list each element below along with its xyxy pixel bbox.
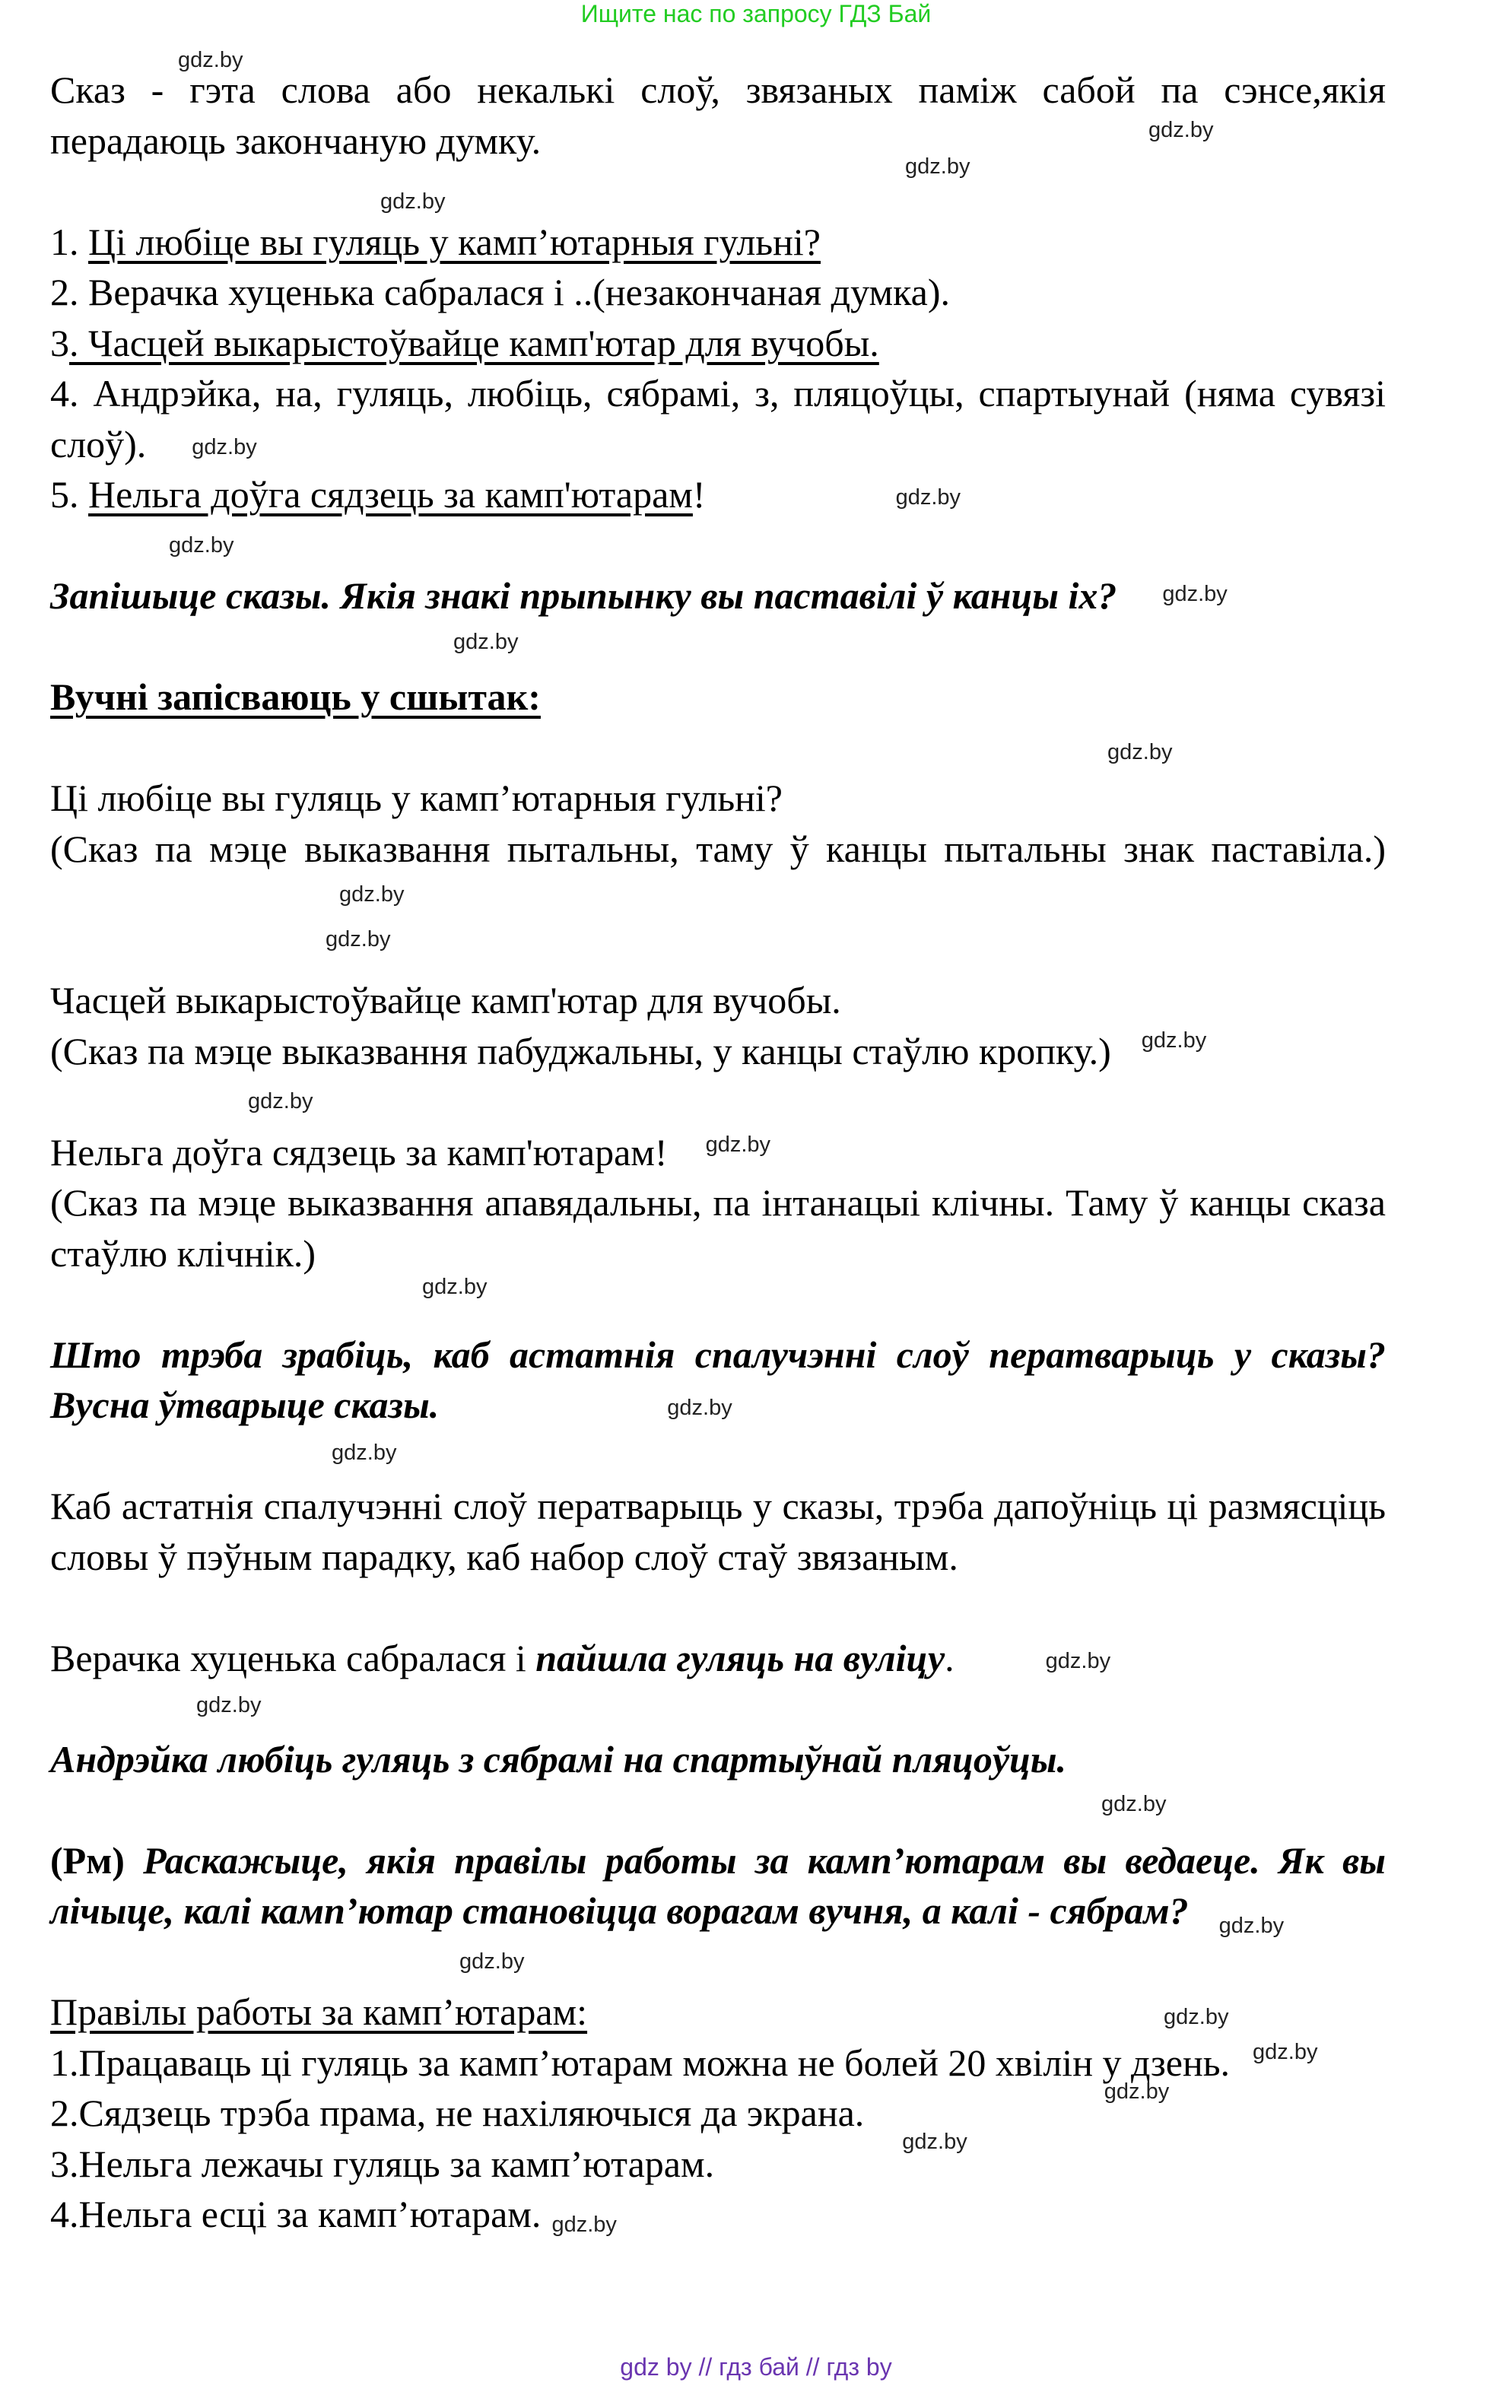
watermark: gdz.by: [1045, 1648, 1111, 1673]
sentence-dot: .: [945, 1636, 955, 1679]
list-item: [50, 318, 1386, 369]
item-text: . Часцей выкарыстоўвайце камп'ютар для вучобы.: [69, 321, 879, 364]
watermark: gdz.by: [667, 1396, 732, 1420]
list-item: [50, 368, 1386, 469]
rules: [50, 1987, 1386, 2240]
watermark: gdz.by: [332, 1440, 397, 1465]
item-end: !: [692, 473, 706, 516]
watermark: gdz.by: [905, 154, 970, 179]
watermark: gdz.by: [1101, 1791, 1167, 1816]
watermark: gdz.by: [1141, 1028, 1207, 1053]
answer-note: (Сказ па мэце выказвання пытальны, таму ў канцы пытальны знак паставіла.): [50, 827, 1386, 870]
watermark: gdz.by: [196, 1693, 262, 1717]
definition-block: [50, 48, 1386, 179]
rule-item: 4.Нельга есці за камп’ютарам.: [50, 2193, 542, 2235]
answer-note-line: [50, 1177, 1386, 1299]
item-text: Ці любіце вы гуляць у камп’ютарныя гульні?: [88, 220, 821, 263]
rule-item-line: [50, 2079, 1386, 2154]
task-2: Што трэба зрабіць, каб астатнія спалучэнні слоў ператварыць у сказы? Вусна ўтварыце сказы.: [50, 1333, 1386, 1426]
watermark: gdz.by: [1164, 2005, 1229, 2029]
task-2-answer: Каб астатнія спалучэнні слоў ператварыць у сказы, трэба дапоўніць ці размясціць словы ў пэўным парадку, каб набор слоў стаў звязаным.: [50, 1485, 1386, 1578]
rule-item-line: [50, 2189, 1386, 2240]
completed-sentence-2: Андрэйка любіць гуляць з сябрамі на спартыўнай пляцоўцы.: [50, 1737, 1067, 1781]
watermark: gdz.by: [453, 630, 519, 654]
item-number: 3: [50, 321, 69, 364]
definition: Сказ - гэта слова або некалькі слоў, звязаных паміж сабой па сэнсе,якія перадаюць закончаную думку.: [50, 68, 1386, 162]
list-item: [50, 469, 1386, 520]
sentence-start: Верачка хуценька сабралася і: [50, 1636, 536, 1679]
watermark: gdz.by: [169, 532, 234, 558]
watermark: gdz.by: [902, 2130, 967, 2154]
watermark: gdz.by: [339, 882, 405, 907]
watermark: gdz.by: [1218, 1914, 1285, 1938]
rule-item: 3.Нельга лежачы гуляць за камп’ютарам.: [50, 2142, 715, 2185]
task-text: Раскажыце, якія правілы работы за камп’ютарам вы ведаеце. Як вы лічыце, калі камп’ютар становіцца ворагам вучня, а калі - сябрам?: [50, 1838, 1386, 1932]
watermark: gdz.by: [1162, 582, 1228, 606]
search-banner-link[interactable]: Ищите нас по запросу ГДЗ Бай: [580, 0, 932, 27]
watermark: gdz.by: [326, 926, 391, 951]
item-text: Нельга доўга сядзець за камп'ютарам: [88, 473, 693, 516]
document-body: [50, 0, 1386, 2290]
item-number: 5.: [50, 473, 88, 516]
completed-sentence-2-block: [50, 1734, 1386, 1816]
notebook-heading: Вучні запісваюць у сшытак:: [50, 675, 541, 718]
answer-3: [50, 1127, 1386, 1299]
answer-1: [50, 773, 1386, 951]
task-label: (Рм): [50, 1838, 144, 1882]
watermark: gdz.by: [1107, 740, 1173, 764]
answer-sentence: Ці любіце вы гуляць у камп’ютарныя гульні?: [50, 777, 783, 819]
watermark: gdz.by: [422, 1274, 488, 1299]
task-3: [50, 1835, 1386, 1974]
item-text: 4. Андрэйка, на, гуляць, любіць, сябрамі, з, пляцоўцы, спартыунай (няма сувязі слоў).: [50, 372, 1386, 465]
task-3-text-block: [50, 1835, 1386, 1936]
answer-note: (Сказ па мэце выказвання пабуджальны, у канцы стаўлю кропку.): [50, 1029, 1111, 1072]
watermark: gdz.by: [1148, 118, 1214, 142]
rule-item: 1.Працаваць ці гуляць за камп’ютарам можна не болей 20 хвілін у дзень.: [50, 2041, 1231, 2084]
rules-heading: Правілы работы за камп’ютарам:: [50, 1990, 588, 2033]
answer-note-line: [50, 1026, 1386, 1077]
sentence-list: [50, 189, 1386, 558]
task-1: Запішыце сказы. Якія знакі прыпынку вы паставілі ў канцы іх?: [50, 574, 1117, 617]
completed-sentence-1: [50, 1633, 1386, 1717]
rule-item: 2.Сядзець трэба прама, не нахіляючыся да экрана.: [50, 2092, 865, 2134]
watermark: gdz.by: [1104, 2079, 1170, 2104]
answer-sentence: Часцей выкарыстоўвайце камп'ютар для вучобы.: [50, 979, 841, 1021]
watermark: gdz.by: [178, 48, 243, 72]
watermark: gdz.by: [248, 1089, 313, 1113]
task-2-block: [50, 1329, 1386, 1465]
watermark: gdz.by: [380, 189, 446, 214]
rule-item-line: [50, 2038, 1386, 2089]
list-item: 2. Верачка хуценька сабралася і ..(незакончаная думка).: [50, 271, 950, 313]
answer-sentence: Нельга доўга сядзець за камп'ютарам!: [50, 1130, 668, 1174]
answer-note: (Сказ па мэце выказвання апавядальны, па інтанацыі клічны. Таму ў канцы сказа стаўлю клічнік.): [50, 1181, 1386, 1275]
watermark: gdz.by: [1253, 2039, 1318, 2064]
watermark: gdz.by: [705, 1132, 771, 1157]
watermark: gdz.by: [459, 1949, 525, 1974]
watermark: gdz.by: [551, 2213, 617, 2237]
task-1-block: [50, 570, 1386, 654]
list-item: [50, 217, 1386, 268]
item-number: 1.: [50, 220, 88, 263]
answer-sentence-line: [50, 1127, 1386, 1178]
notebook-heading-block: [50, 672, 1386, 764]
task-2-line: [50, 1329, 1386, 1431]
answer-2: [50, 975, 1386, 1113]
footer-links[interactable]: gdz by // гдз бай // гдз by: [620, 2353, 892, 2381]
sentence-completion: пайшла гуляць на вуліцу: [535, 1636, 945, 1679]
watermark: gdz.by: [895, 485, 961, 510]
watermark: gdz.by: [192, 434, 257, 459]
answer-note-line: [50, 824, 1386, 925]
